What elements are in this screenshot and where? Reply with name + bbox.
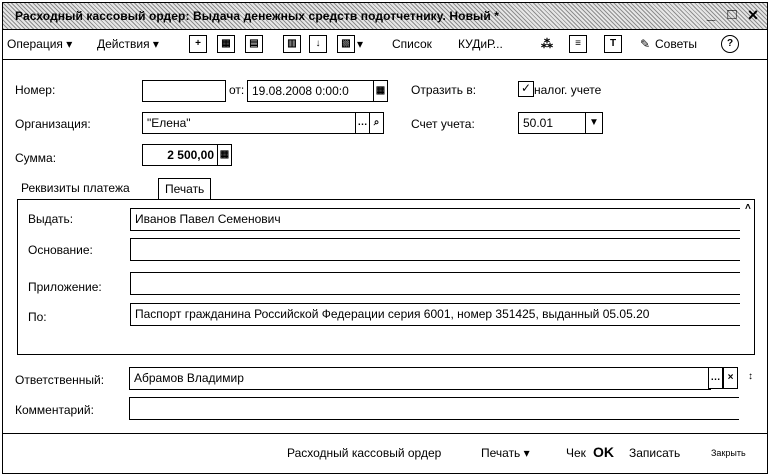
account-field[interactable]: 50.01 [518,112,586,134]
sum-field[interactable]: 2 500,00 [142,144,218,166]
comment-field[interactable] [129,397,739,420]
scroll-up-icon[interactable]: ˄ [745,202,751,213]
account-label: Счет учета: [411,117,475,131]
tab-payment-details[interactable]: Реквизиты платежа [21,181,130,195]
by-label: По: [28,310,47,324]
unpost-icon[interactable]: ↓ [309,35,327,53]
number-field[interactable] [142,80,226,102]
actions-menu[interactable]: Действия ▾ [97,37,159,51]
date-field[interactable]: 19.08.2008 0:00:0 [247,80,375,102]
window-title: Расходный кассовый ордер: Выдача денежных средств подотчетнику. Новый * [15,9,500,23]
clear-icon[interactable]: × [723,367,738,389]
tips-button[interactable]: Советы [655,37,697,51]
calendar-icon[interactable]: ▦ [373,80,388,102]
appendix-label: Приложение: [28,280,102,294]
basis-field[interactable] [130,238,740,261]
text-icon[interactable]: T [604,35,622,53]
tax-accounting-label: налог. учете [534,83,602,97]
document-window [2,2,768,474]
select-responsible-button[interactable]: … [708,367,723,389]
print-dropdown-icon[interactable]: ▾ [357,37,364,51]
tax-accounting-checkbox[interactable]: ✓ [518,81,534,97]
number-label: Номер: [15,83,56,97]
comment-label: Комментарий: [15,403,94,417]
tab-print[interactable]: Печать [158,178,211,200]
organization-label: Организация: [15,117,91,131]
panel-scrollbar[interactable] [745,200,754,354]
list-button[interactable]: Список [392,37,432,51]
close-button[interactable]: Закрыть [711,448,746,458]
responsible-field[interactable]: Абрамов Владимир [129,367,711,390]
minimize-button[interactable]: _ [706,6,716,23]
date-label: от: [229,83,245,97]
issue-label: Выдать: [28,212,74,226]
print-tab-panel [17,199,755,355]
operation-menu[interactable]: Операция ▾ [7,37,73,51]
basis-label: Основание: [28,243,93,257]
toolbar [3,31,767,60]
report-icon[interactable]: ≡ [569,35,587,53]
select-button[interactable]: … [355,112,370,134]
chevron-down-icon[interactable]: ▼ [585,112,603,134]
by-field[interactable]: Паспорт гражданина Российской Федерации серия 6001, номер 351425, выданный 05.05.20 [130,303,740,326]
help-button[interactable]: ? [721,35,739,53]
scroll-arrow-icon[interactable]: ↕ [748,371,753,382]
tips-icon[interactable]: ✎ [640,37,651,51]
date-icon[interactable]: ▦ [217,35,235,53]
close-window-button[interactable]: × [747,5,759,25]
copy-icon[interactable]: ▤ [245,35,263,53]
maximize-button[interactable]: □ [727,6,737,23]
issue-field[interactable]: Иванов Павел Семенович [130,208,740,231]
print-icon[interactable]: ▧ [337,35,355,53]
title-bar[interactable] [3,3,767,30]
structure-icon[interactable]: ⁂ [541,37,553,51]
calculator-icon[interactable]: ▦ [217,144,232,166]
cash-order-print-button[interactable]: Расходный кассовый ордер [287,446,442,460]
sum-label: Сумма: [15,151,57,165]
organization-field[interactable]: "Елена" [142,112,356,134]
fill-icon[interactable]: + [189,35,207,53]
open-icon[interactable]: ⌕ [369,112,384,134]
reflect-label: Отразить в: [411,83,477,97]
print-menu-button[interactable]: Печать ▾ [481,446,530,460]
check-button[interactable]: Чек [566,446,586,460]
bottom-bar [3,433,767,472]
save-button[interactable]: Записать [629,446,681,460]
ok-button[interactable]: OK [593,444,614,460]
kudir-button[interactable]: КУДиР... [458,37,503,51]
appendix-field[interactable] [130,272,740,295]
post-icon[interactable]: ▥ [283,35,301,53]
responsible-label: Ответственный: [15,373,105,387]
